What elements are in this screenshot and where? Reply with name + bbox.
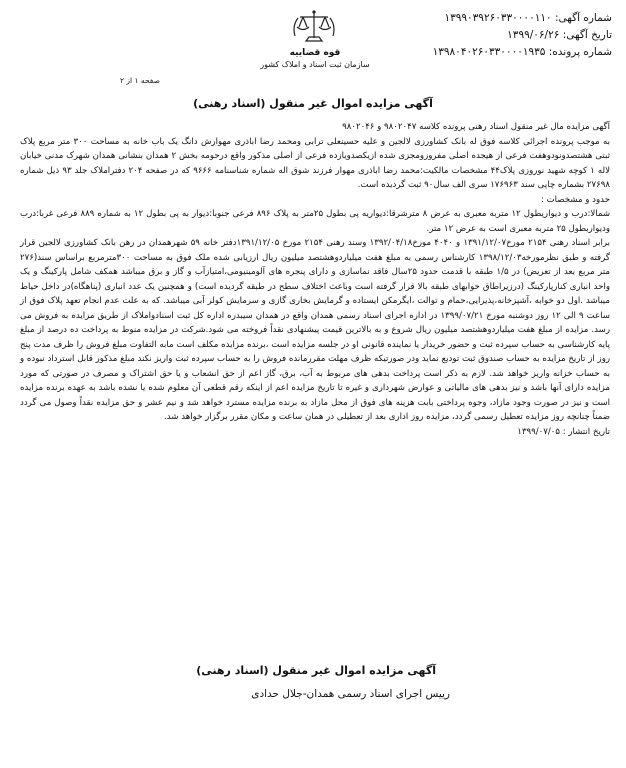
notice-title: آگهی مزایده اموال غیر منقول (اسناد رهنی) bbox=[193, 97, 433, 110]
body-line: برابر اسناد رهنی ۲۱۵۴ مورخ۱۳۹۱/۱۲/۰۷ و ۴۰۴۰ مورخ۱۳۹۲/۰۴/۱۸ وسند رهنی ۲۱۵۴ مورخ ۱۳۹۱/۱۲/۰۵دفتر خانه ۵۹ شهرهمدان در رهن بانک کشاورزی لالجین قرار گرفته و طبق نظرمورخه۱۳۹۸/۱۲/۰۳ کارشناس رسمی به مبلغ هفت میلیاردوهشتصد میلیون ریال ارزیابی شده ملک فوق به مساحت ۳۰۰مترمربع براساس سند(۲۷۶ متر مربع بعد از تعریض) در ۱/۵ طبقه با قدمت حدود ۲۵سال فاقد نماسازی و دارای پنجره های آلومینیومی،امتیازآب و گاز و برق میباشد همکف شامل پارکینگ و یک واحد انباری کنارپارکینگ (درزیراطاق خوابهای طبقه بالا قرار گرفته است وباعث اختلاف سطح در طبقه گردیده است) و همچنین یک عدد انباری (پناهگاه)در داخل حیاط میباشد .اول دو خوابه ،آشپزخانه،پذیرایی،حمام و توالت ،ایگرمکن ایستاده و گرمایش بخاری گازی و سرمایش کولر آبی میباشد. که به علت عدم انجام تعهد پلاک فوق از ساعت ۹ الی ۱۲ روز دوشنبه مورخ ۱۳۹۹/۰۷/۲۱ در اداره اجرای اسناد رسمی همدان واقع در همدان سیبدره اداره کل ثبت اسنادواملاک از طریق مزایده به فروش می رسد. مزایده از مبلغ هفت میلیاردوهشتصد میلیون ریال شروع و به بالاترین قیمت پیشنهادی نقداً فروخته می شود.شرکت در مزایده منوط به پرداخت ده درصد از مبلغ پایه کارشناسی به حساب سپرده ثبت و حضور خریدار یا نماینده قانونی او در جلسه مزایده است ،برنده مزایده مکلف است مابه التفاوت مبلغ فروش را ظرف مدت پنج روز از تاریخ مزایده به حساب صندوق ثبت تودیع نماید ودر صورتیکه ظرف مهلت مقررمانده فروش را به حساب سپرده ثبت واریز نکند مبلغ مذکور قابل استرداد نبوده و به حساب خزانه واریز خواهد شد. لازم به ذکر است پرداخت بدهی های مربوط به آب، برق، گاز اعم از حق انشعاب و یا حق اشتراک و مصرف در صورتی که مورد مزایده دارای آنها باشد و نیز بدهی های مالیاتی و عوارض شهرداری و غیره تا تاریخ مزایده اعم از اینکه رقم قطعی آن معلوم شده یا نشده باشد به عهده برنده مزایده است و نیز در صورت وجود مازاد، وجوه پرداختی بابت هزینه های فوق از محل مازاد به برنده مزایده مسترد خواهد شد و نیم عشر و حق مزایده نقداً وصول می گردد ضمناً چنانچه روز مزایده تعطیل رسمی گردد، مزایده روز اداری بعد از تعطیلی در همان ساعت و مکان مقرر برگزار خواهد شد. bbox=[20, 238, 610, 422]
judiciary-emblem-icon bbox=[288, 8, 340, 48]
notice-date: تاریخ آگهی: ۱۳۹۹/۰۶/۲۶ bbox=[507, 29, 612, 41]
signature-line: رییس اجرای اسناد رسمی همدان-جلال حدادی bbox=[251, 688, 450, 700]
body-line: شمالا:درب و دیواریطول ۱۲ متربه معبری به عرض ۸ مترشرقا:دیواریه پی بطول ۲۵متر به پلاک ۸۹۶ فرعی جنوبا:دیوار به پی بطول ۱۲ به شماره ۸۸۹ فرعی غربا:درب ودیواربطول ۲۵ متربه معبری است به عرض ۱۲ متر. bbox=[20, 209, 611, 234]
page-number: صفحه ۱ از ۲ bbox=[120, 76, 160, 85]
notice-body bbox=[20, 120, 610, 439]
publish-date: تاریخ انتشار : ۱۳۹۹/۰۷/۰۵ bbox=[517, 426, 610, 437]
notice-number: شماره آگهی: ۱۳۹۹۰۳۹۲۶۰۳۳۰۰۰۰۱۱۰ bbox=[444, 12, 612, 24]
body-line: به موجب پرونده اجرائی کلاسه فوق له بانک کشاورزی لالجین و علیه حسینعلی ترابی ومحمد رضا اباذری مهوارش دانگ یک باب خانه به مساحت ۳۰۰ متر مربع پلاک ثبتی هشتصدونودوهفت فرعی از هیجده اصلی مفروزومجزی شده ازیکصدویازده فرعی از اصلی مذکور واقع درحومه بخش ۲ همدان بنشانی همدان شهرک مدنی خیابان لاله ۱ کوچه شهید نوروزی پلاک۴۴ مشخصات مالکیت:محمد رضا اباذری مهوار فرزند شوق اله شماره شناسنامه ۹۶۶۶ که در صفحه ۲۰۴ دفتراملاک جلد ۹۳ ذیل شماره ۲۷۶۹۸ بشماره چاپی سند ۱۷۶۹۶۳ سری الف سال۹۰ ثبت گردیده است. bbox=[20, 136, 610, 190]
org-judiciary: قوه قضاییه bbox=[289, 48, 341, 58]
notice-meta bbox=[433, 10, 612, 61]
footer-title: آگهی مزایده اموال غیر منقول (اسناد رهنی) bbox=[196, 664, 436, 677]
org-registry: سازمان ثبت اسناد و املاک کشور bbox=[260, 60, 370, 69]
body-line: آگهی مزایده مال غیر منقول اسناد رهنی پرونده کلاسه ۹۸۰۲۰۴۷ و ۹۸۰۲۰۴۶ bbox=[342, 122, 610, 132]
organization-block bbox=[240, 47, 390, 70]
body-line: حدود و مشخصات : bbox=[540, 194, 610, 205]
file-number: شماره پرونده: ۱۳۹۸۰۴۰۲۶۰۳۳۰۰۰۰۱۹۳۵ bbox=[432, 46, 612, 58]
